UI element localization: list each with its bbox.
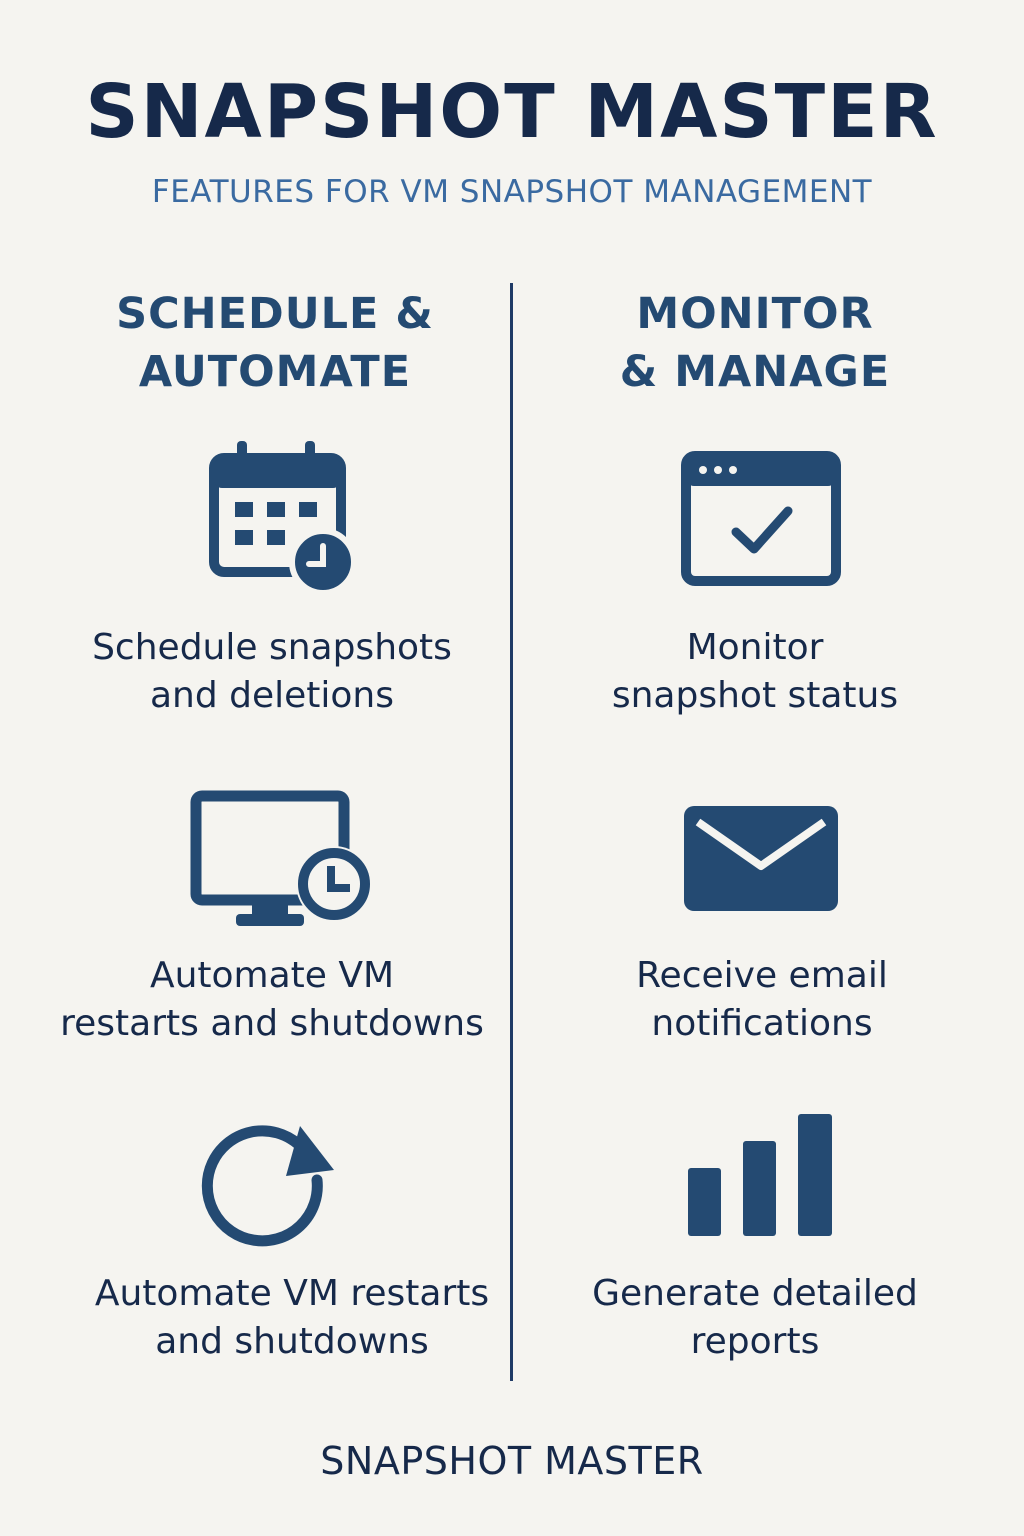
feature-text-line: and shutdowns [155,1321,429,1362]
browser-check-icon [681,451,841,586]
feature-text-line: reports [690,1321,820,1362]
feature-automate-vm-restarts [22,952,522,1048]
feature-text-line: snapshot status [611,675,899,716]
feature-automate-vm-restarts-2 [42,1270,542,1366]
column-heading-line: AUTOMATE [138,347,412,397]
feature-monitor-snapshot-status [505,624,1005,720]
feature-text-line: Automate VM restarts [94,1273,490,1314]
monitor-clock-icon [188,790,378,930]
feature-text-line: Automate VM [149,955,395,996]
column-heading-line: MONITOR [636,289,874,339]
column-heading-schedule-automate [40,285,510,401]
refresh-icon [200,1122,340,1252]
footer-brand: SNAPSHOT MASTER [320,1439,704,1483]
bar-chart-icon [686,1113,836,1238]
feature-text-line: Schedule snapshots [92,627,452,668]
column-heading-line: SCHEDULE & [116,289,434,339]
feature-text-line: Generate detailed [592,1273,918,1314]
feature-schedule-snapshots [22,624,522,720]
page-title: SNAPSHOT MASTER [85,69,939,155]
column-heading-monitor-manage [520,285,990,401]
feature-text-line: and deletions [149,675,395,716]
page-subtitle: FEATURES FOR VM SNAPSHOT MANAGEMENT [151,174,873,210]
feature-generate-detailed-reports [505,1270,1005,1366]
column-heading-line: & MANAGE [619,347,891,397]
column-divider [510,283,513,1381]
calendar-clock-icon [205,438,360,598]
feature-receive-email-notifications [512,952,1012,1048]
feature-text-line: Monitor [686,627,824,668]
envelope-icon [684,806,839,912]
feature-text-line: Receive email [636,955,888,996]
feature-text-line: notifications [651,1003,873,1044]
feature-text-line: restarts and shutdowns [60,1003,484,1044]
